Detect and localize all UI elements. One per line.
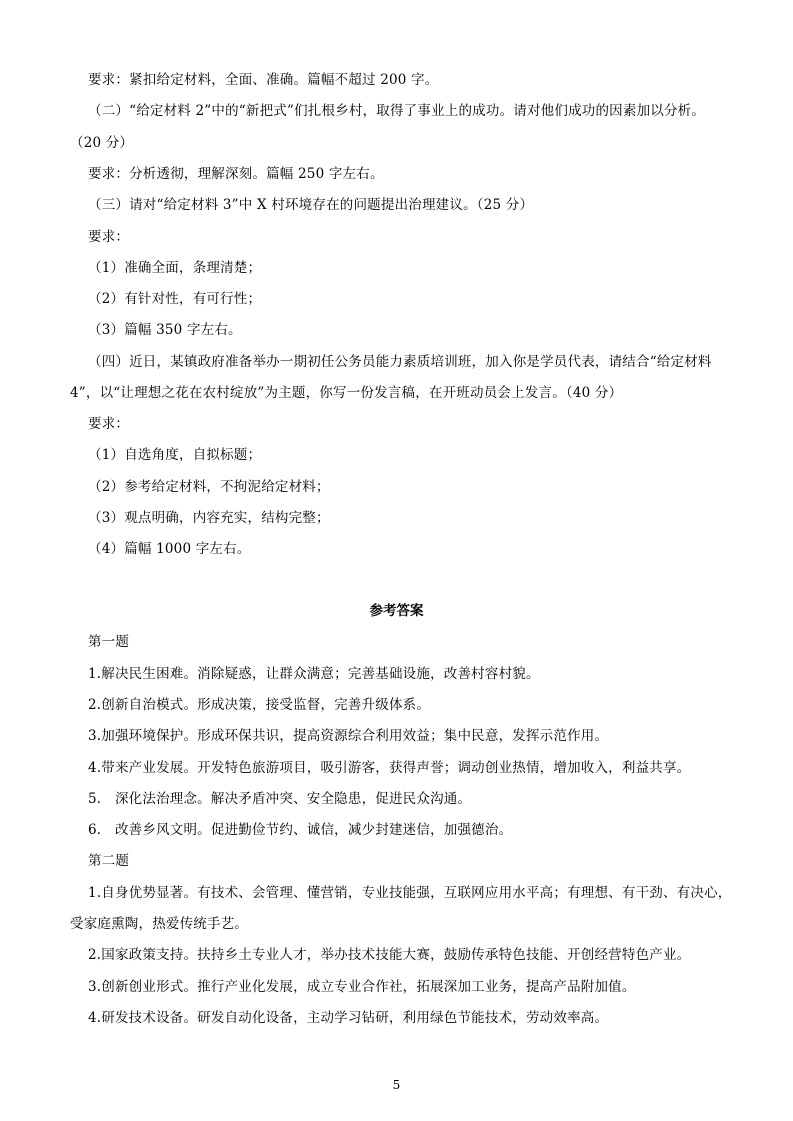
answer-1-item-4: 4.带来产业发展。开发特色旅游项目，吸引游客，获得声誉；调动创业热情，增加收入，利益共享。	[88, 760, 691, 776]
requirement-4-item-2: （2）参考给定材料，不拘泥给定材料；	[88, 479, 330, 495]
answer-2-item-2: 2.国家政策支持。扶持乡土专业人才，举办技术技能大赛，鼓励传承特色技能、开创经营特色产业。	[88, 947, 691, 963]
answer-section-1-title: 第一题	[88, 634, 130, 650]
question-3-line: （三）请对“给定材料 3”中 X 村环境存在的问题提出治理建议。（25 分）	[88, 197, 534, 213]
requirement-label-4: 要求：	[88, 416, 130, 432]
answer-2-item-1-line-1: 1.自身优势显著。有技术、会管理、懂营销，专业技能强，互联网应用水平高；有理想、有干劲、有决心，	[88, 885, 732, 901]
answer-2-item-1-line-2: 受家庭熏陶，热爱传统手艺。	[70, 916, 249, 932]
answer-1-item-2: 2.创新自治模式。形成决策，接受监督，完善升级体系。	[88, 697, 431, 713]
requirement-3-item-3: （3）篇幅 350 字左右。	[88, 322, 242, 338]
answer-1-item-3: 3.加强环境保护。形成环保共识，提高资源综合利用效益；集中民意，发挥示范作用。	[88, 728, 609, 744]
requirement-3-item-2: （2）有针对性，有可行性；	[88, 291, 262, 307]
answer-section-2-title: 第二题	[88, 853, 130, 869]
requirement-line-2: 要求：分析透彻，理解深刻。篇幅 250 字左右。	[88, 166, 384, 182]
question-2-line-2: （20 分）	[70, 135, 134, 151]
question-4-line-1: （四）近日，某镇政府准备举办一期初任公务员能力素质培训班，加入你是学员代表，请结合“给定材料	[88, 354, 712, 370]
answers-heading: 参考答案	[369, 603, 424, 619]
requirement-4-item-3: （3）观点明确，内容充实，结构完整；	[88, 510, 330, 526]
answer-1-item-6: 6． 改善乡风文明。促进勤俭节约、诚信，减少封建迷信，加强德治。	[88, 822, 513, 838]
answer-2-item-4: 4.研发技术设备。研发自动化设备，主动学习钻研，利用绿色节能技术，劳动效率高。	[88, 1010, 609, 1026]
page-number: 5	[392, 1078, 401, 1092]
answer-2-item-3: 3.创新创业形式。推行产业化发展，成立专业合作社，拓展深加工业务，提高产品附加值。	[88, 979, 636, 995]
answer-1-item-5: 5． 深化法治理念。解决矛盾冲突、安全隐患，促进民众沟通。	[88, 791, 472, 807]
requirement-3-item-1: （1）准确全面，条理清楚；	[88, 260, 262, 276]
requirement-4-item-1: （1）自选角度，自拟标题；	[88, 447, 262, 463]
requirement-4-item-4: （4）篇幅 1000 字左右。	[88, 541, 251, 557]
answer-1-item-1: 1.解决民生困难。消除疑惑，让群众满意；完善基础设施，改善村容村貌。	[88, 666, 540, 682]
requirement-label-3: 要求：	[88, 229, 130, 245]
question-4-line-2: 4”，以“让理想之花在农村绽放”为主题，你写一份发言稿，在开班动员会上发言。（40 分）	[70, 385, 623, 401]
question-2-line-1: （二）“给定材料 2”中的“新把式”们扎根乡村，取得了事业上的成功。请对他们成功的因素加以分析。	[88, 103, 706, 119]
requirement-line-1: 要求：紧扣给定材料，全面、准确。篇幅不超过 200 字。	[88, 72, 439, 88]
